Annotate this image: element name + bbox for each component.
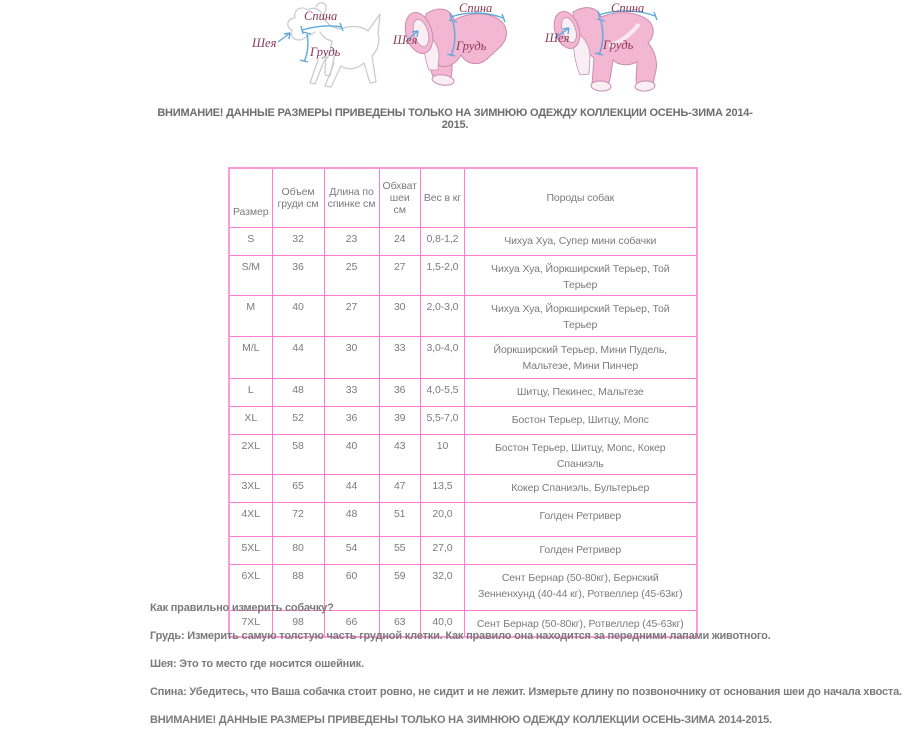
size-table	[228, 167, 698, 638]
chest-measure-label: Грудь	[310, 45, 341, 59]
col-header-breeds: Породы собак	[465, 168, 697, 227]
cell-back: 27	[324, 296, 379, 337]
cell-neck: 39	[379, 406, 420, 434]
cell-size: 5XL	[229, 537, 272, 565]
cell-chest: 98	[272, 611, 324, 637]
cell-weight: 2,0-3,0	[420, 296, 464, 337]
measuring-instructions	[150, 602, 902, 743]
cell-weight: 10	[420, 434, 464, 475]
table-row	[229, 255, 697, 296]
cell-size: 3XL	[229, 475, 272, 503]
cell-back: 44	[324, 475, 379, 503]
cell-weight: 1,5-2,0	[420, 255, 464, 296]
cell-size: L	[229, 378, 272, 406]
back-measure-label: Спина	[611, 1, 645, 15]
table-row	[229, 503, 697, 537]
table-row	[229, 537, 697, 565]
col-header-neck: Обхват шеи см	[379, 168, 420, 227]
neck-measure-label: Шея	[393, 33, 418, 47]
table-row	[229, 434, 697, 475]
top-warning-notice: ВНИМАНИЕ! ДАННЫЕ РАЗМЕРЫ ПРИВЕДЕНЫ ТОЛЬКО НА ЗИМНЮЮ ОДЕЖДУ КОЛЛЕКЦИИ ОСЕНЬ-ЗИМА 2014-2015.	[157, 107, 753, 131]
cell-breeds: Шитцу, Пекинес, Мальтезе	[465, 378, 697, 406]
cell-size: 7XL	[229, 611, 272, 637]
cell-breeds: Сент Бернар (50-80кг), Бернский Зенненхунд (40-44 кг), Ротвеллер (45-63кг)	[465, 565, 697, 611]
chest-measure-label: Грудь	[603, 38, 634, 52]
measurement-figures	[228, 0, 683, 96]
cell-breeds: Голден Ретривер	[465, 537, 697, 565]
cell-size: XL	[229, 406, 272, 434]
cell-back: 48	[324, 503, 379, 537]
col-header-chest: Объем груди см	[272, 168, 324, 227]
cell-chest: 40	[272, 296, 324, 337]
cell-breeds: Кокер Спаниэль, Бультерьер	[465, 475, 697, 503]
cell-weight: 13,5	[420, 475, 464, 503]
cell-weight: 3,0-4,0	[420, 336, 464, 378]
size-table-body	[229, 227, 697, 637]
back-measure-label: Спина	[304, 9, 338, 23]
neck-measure-label: Шея	[252, 36, 277, 50]
col-header-weight: Вес в кг	[420, 168, 464, 227]
cell-size: M/L	[229, 336, 272, 378]
cell-back: 60	[324, 565, 379, 611]
cell-back: 30	[324, 336, 379, 378]
cell-chest: 48	[272, 378, 324, 406]
cell-weight: 32,0	[420, 565, 464, 611]
table-row	[229, 296, 697, 337]
cell-chest: 88	[272, 565, 324, 611]
cell-neck: 63	[379, 611, 420, 637]
cell-neck: 36	[379, 378, 420, 406]
cell-size: 2XL	[229, 434, 272, 475]
col-header-size: Размер	[229, 168, 272, 227]
cell-chest: 65	[272, 475, 324, 503]
cell-chest: 80	[272, 537, 324, 565]
instruction-line: Спина: Убедитесь, что Ваша собачка стоит ровно, не сидит и не лежит. Измерьте длину по позвоночнику от основания шеи до начала хвоста.	[150, 686, 902, 698]
instruction-line: Грудь: Измерить самую толстую часть грудной клетки. Как правило она находится за передними лапами животного.	[150, 630, 771, 642]
cell-neck: 51	[379, 503, 420, 537]
table-row	[229, 406, 697, 434]
cell-back: 40	[324, 434, 379, 475]
instruction-line: Как правильно измерить собачку?	[150, 602, 334, 614]
cell-chest: 36	[272, 255, 324, 296]
size-table-header	[229, 168, 697, 227]
table-row	[229, 227, 697, 255]
cell-weight: 20,0	[420, 503, 464, 537]
cell-chest: 32	[272, 227, 324, 255]
cell-back: 36	[324, 406, 379, 434]
cell-breeds: Голден Ретривер	[465, 503, 697, 537]
cell-chest: 58	[272, 434, 324, 475]
cell-size: S/M	[229, 255, 272, 296]
neck-measure-label: Шея	[545, 31, 570, 45]
cell-breeds: Сент Бернар (50-80кг), Ротвеллер (45-63кг)	[465, 611, 697, 637]
cell-chest: 52	[272, 406, 324, 434]
table-row	[229, 336, 697, 378]
cell-weight: 40,0	[420, 611, 464, 637]
cell-breeds: Бостон Терьер, Шитцу, Мопс, Кокер Спаниэль	[465, 434, 697, 475]
dog-vest-figure-icon	[393, 0, 543, 96]
cell-size: M	[229, 296, 272, 337]
table-row	[229, 378, 697, 406]
cell-back: 54	[324, 537, 379, 565]
cell-neck: 55	[379, 537, 420, 565]
col-header-back-length: Длина по спинке см	[324, 168, 379, 227]
dog-jumpsuit-figure-icon	[543, 0, 693, 96]
cell-breeds: Йоркширский Терьер, Мини Пудель, Мальтезе, Мини Пинчер	[465, 336, 697, 378]
cell-weight: 27,0	[420, 537, 464, 565]
cell-neck: 30	[379, 296, 420, 337]
header-row	[229, 168, 697, 227]
cell-neck: 24	[379, 227, 420, 255]
cell-back: 23	[324, 227, 379, 255]
cell-breeds: Бостон Терьер, Шитцу, Мопс	[465, 406, 697, 434]
cell-neck: 43	[379, 434, 420, 475]
cell-weight: 4,0-5,5	[420, 378, 464, 406]
cell-back: 25	[324, 255, 379, 296]
instruction-line: ВНИМАНИЕ! ДАННЫЕ РАЗМЕРЫ ПРИВЕДЕНЫ ТОЛЬКО НА ЗИМНЮЮ ОДЕЖДУ КОЛЛЕКЦИИ ОСЕНЬ-ЗИМА 2014-2015.	[150, 714, 772, 726]
instruction-line: Шея: Это то место где носится ошейник.	[150, 658, 364, 670]
cell-size: 4XL	[229, 503, 272, 537]
cell-size: 6XL	[229, 565, 272, 611]
cell-neck: 33	[379, 336, 420, 378]
cell-breeds: Чихуа Хуа, Йоркширский Терьер, Той Терьер	[465, 296, 697, 337]
cell-back: 66	[324, 611, 379, 637]
cell-size: S	[229, 227, 272, 255]
cell-chest: 72	[272, 503, 324, 537]
table-row	[229, 475, 697, 503]
chest-measure-label: Грудь	[456, 39, 487, 53]
cell-breeds: Чихуа Хуа, Йоркширский Терьер, Той Терьер	[465, 255, 697, 296]
cell-chest: 44	[272, 336, 324, 378]
cell-neck: 27	[379, 255, 420, 296]
cell-weight: 0,8-1,2	[420, 227, 464, 255]
back-measure-label: Спина	[459, 1, 493, 15]
cell-neck: 59	[379, 565, 420, 611]
cell-breeds: Чихуа Хуа, Супер мини собачки	[465, 227, 697, 255]
dog-sketch-figure-icon	[228, 0, 393, 96]
cell-weight: 5,5-7,0	[420, 406, 464, 434]
cell-back: 33	[324, 378, 379, 406]
cell-neck: 47	[379, 475, 420, 503]
